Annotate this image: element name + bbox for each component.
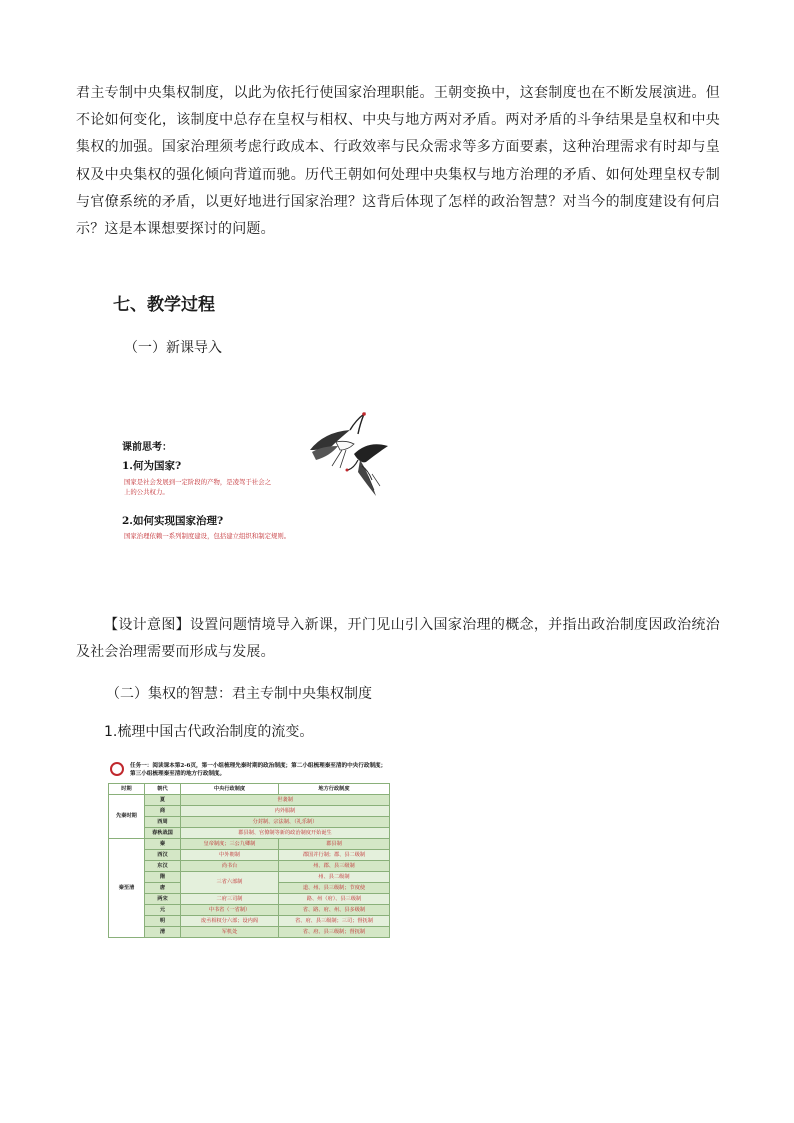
local-system-cell: 省、府、县三级制；督抚制 <box>279 927 390 938</box>
dynasty-cell: 秦 <box>145 839 181 850</box>
answer-2: 国家治理依赖一系列制度建设，包括建立组织和制定规则。 <box>124 532 291 540</box>
local-system-cell: 省、府、县三级制；三司；督抚制 <box>279 916 390 927</box>
system-cell: 内外服制 <box>181 806 390 817</box>
central-system-cell: 军机处 <box>181 927 279 938</box>
dynasty-cell: 隋 <box>145 872 181 883</box>
local-system-cell: 州、县二级制 <box>279 872 390 883</box>
system-cell: 郡县制、官僚制等新的政治制度开始诞生 <box>181 828 390 839</box>
question-1: 1.何为国家? <box>122 460 182 472</box>
seal-icon <box>110 762 124 776</box>
period-cell: 秦至清 <box>109 839 145 938</box>
task-text: 任务一：阅读课本第2-6页，第一小组梳理先秦时期的政治制度；第二小组梳理秦至清的中央行政制度；第三小组梳理秦至清的地方行政制度。 <box>130 763 387 777</box>
system-cell: 世袭制 <box>181 795 390 806</box>
political-system-table-figure <box>108 760 390 935</box>
table-row <box>109 795 390 806</box>
task-header <box>108 760 390 782</box>
political-system-table <box>108 783 390 938</box>
item-1-text: 1.梳理中国古代政治制度的流变。 <box>104 724 314 740</box>
dynasty-cell: 西汉 <box>145 850 181 861</box>
central-system-cell: 废丞相权分六部；设内阁 <box>181 916 279 927</box>
dynasty-cell: 明 <box>145 916 181 927</box>
intro-paragraph: 君主专制中央集权制度，以此为依托行使国家治理职能。王朝变换中，这套制度也在不断发展演进。但不论如何变化，该制度中总存在皇权与相权、中央与地方两对矛盾。两对矛盾的斗争结果是皇权和中央集权的加强。国家治理须考虑行政成本、行政效率与民众需求等多方面要素，这种治理需求有时却与皇权及中央集权的强化倾向背道而驰。历代王朝如何处理中央集权与地方治理的矛盾、如何处理皇权专制与官僚系统的矛盾，以更好地进行国家治理？这背后体现了怎样的政治智慧？对当今的制度建设有何启示？这是本课想要探讨的问题。 <box>76 85 720 238</box>
central-system-cell: 二府三司制 <box>181 894 279 905</box>
central-system-cell: 皇帝制度；三公九卿制 <box>181 839 279 850</box>
dynasty-cell: 西周 <box>145 817 181 828</box>
table-header-cell: 时期 <box>109 784 145 795</box>
pre-class-thinking-figure <box>116 410 396 550</box>
period-cell: 先秦时期 <box>109 795 145 839</box>
central-system-cell: 中外朝制 <box>181 850 279 861</box>
table-row <box>109 839 390 850</box>
answer-1: 国家是社会发展到一定阶段的产物，是凌驾于社会之上的公共权力。 <box>124 478 271 496</box>
table-row <box>109 916 390 927</box>
central-system-cell: 三省六部制 <box>181 872 279 894</box>
dynasty-cell: 夏 <box>145 795 181 806</box>
central-system-cell: 中书省（一省制） <box>181 905 279 916</box>
section-heading: 七、教学过程 <box>113 295 215 315</box>
table-row <box>109 905 390 916</box>
table-row <box>109 806 390 817</box>
central-system-cell: 尚书台 <box>181 861 279 872</box>
dynasty-cell: 元 <box>145 905 181 916</box>
table-row <box>109 894 390 905</box>
table-row <box>109 828 390 839</box>
local-system-cell: 州、郡、县三级制 <box>279 861 390 872</box>
dynasty-cell: 东汉 <box>145 861 181 872</box>
question-2: 2.如何实现国家治理? <box>122 515 224 527</box>
local-system-cell: 郡县制 <box>279 839 390 850</box>
subsection-intro-heading: （一）新课导入 <box>124 340 222 356</box>
dynasty-cell: 两宋 <box>145 894 181 905</box>
figure-title: 课前思考： <box>122 442 172 453</box>
dynasty-cell: 春秋战国 <box>145 828 181 839</box>
local-system-cell: 道、州、县三级制；节度使 <box>279 883 390 894</box>
local-system-cell: 郡国并行制；郡、县二级制 <box>279 850 390 861</box>
table-header-row <box>109 784 390 795</box>
dynasty-cell: 清 <box>145 927 181 938</box>
local-system-cell: 路、州（府）、县三级制 <box>279 894 390 905</box>
table-row <box>109 817 390 828</box>
local-system-cell: 省、路、府、州、县多级制 <box>279 905 390 916</box>
table-row <box>109 861 390 872</box>
table-row <box>109 850 390 861</box>
dynasty-cell: 商 <box>145 806 181 817</box>
crane-birds-painting <box>302 410 394 498</box>
design-intent-paragraph: 【设计意图】设置问题情境导入新课，开门见山引入国家治理的概念，并指出政治制度因政治统治及社会治理需要而形成与发展。 <box>76 617 720 661</box>
table-header-cell: 朝代 <box>145 784 181 795</box>
table-row <box>109 927 390 938</box>
dynasty-cell: 唐 <box>145 883 181 894</box>
subsection-centralization-heading: （二）集权的智慧：君主专制中央集权制度 <box>106 686 372 702</box>
table-header-cell: 地方行政制度 <box>279 784 390 795</box>
table-row <box>109 872 390 883</box>
table-header-cell: 中央行政制度 <box>181 784 279 795</box>
system-cell: 分封制、宗法制、（礼乐制） <box>181 817 390 828</box>
